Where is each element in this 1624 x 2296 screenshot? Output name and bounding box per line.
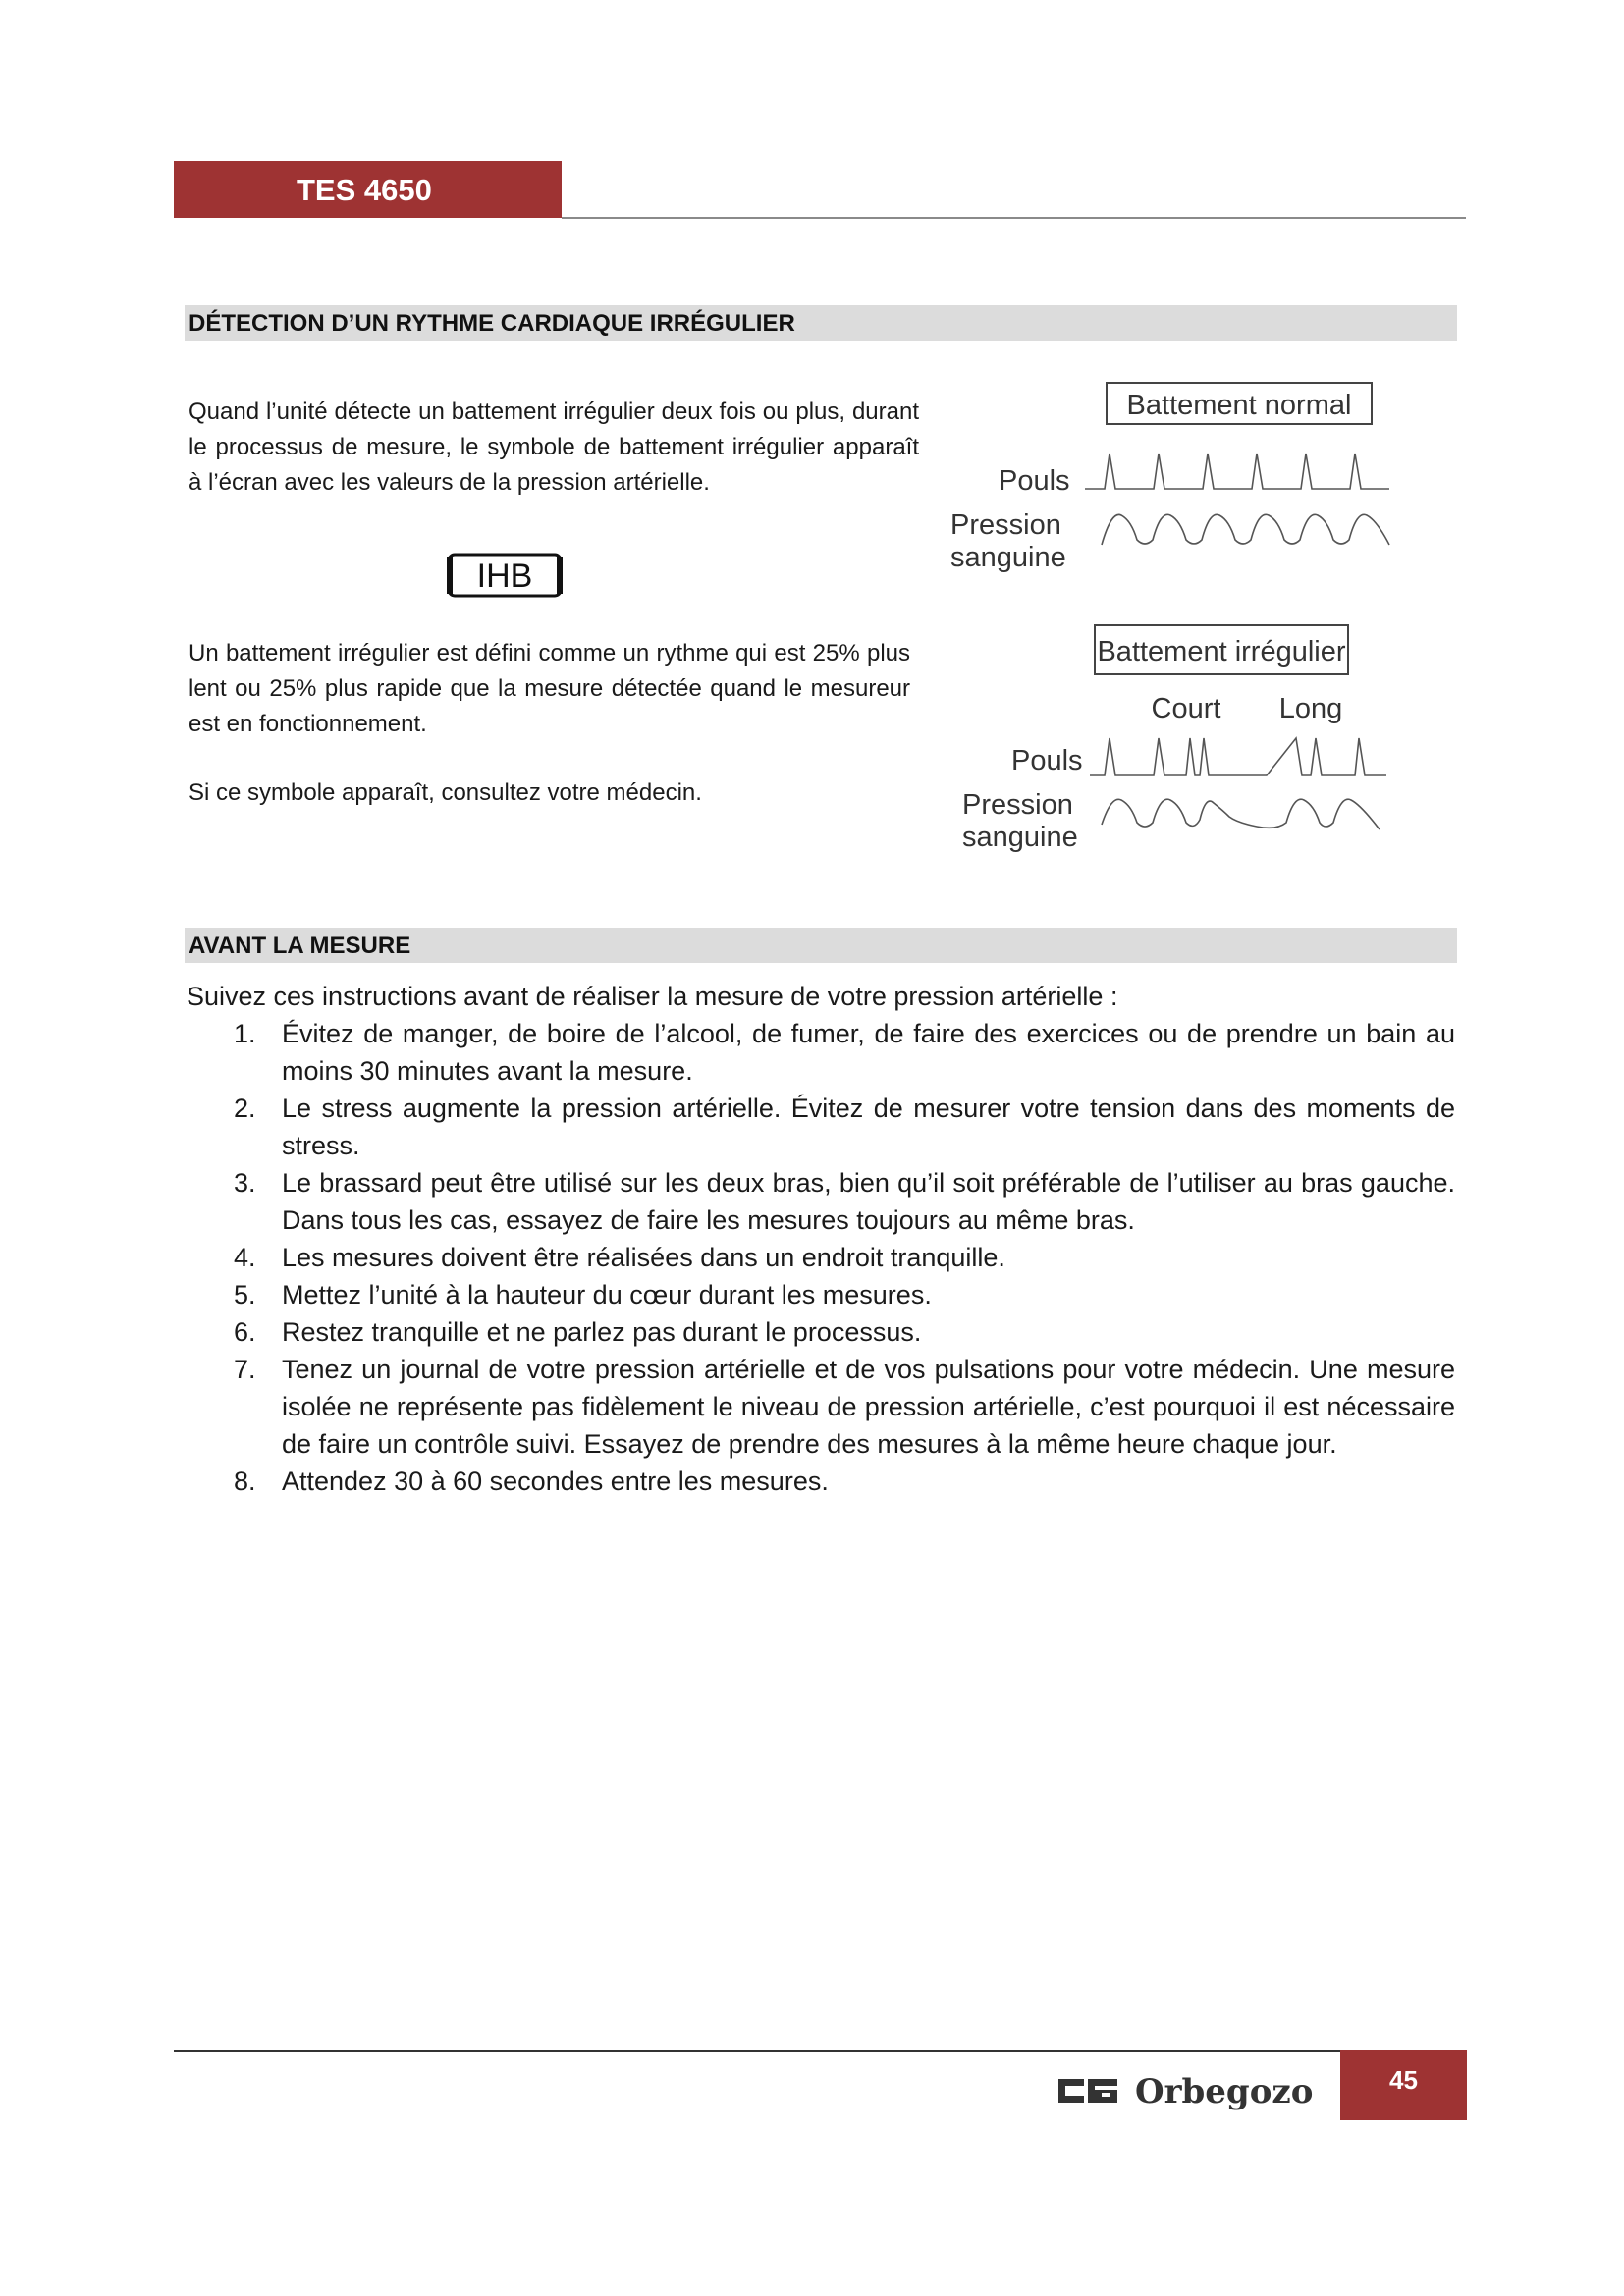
list-item-number: 4.	[234, 1243, 256, 1272]
heartbeat-diagram	[943, 373, 1453, 864]
list-item-text: Évitez de manger, de boire de l’alcool, de fumer, de faire des exercices ou de prendre un bain au moins 30 minutes avant la mesure.	[282, 1019, 1455, 1086]
list-item-text: Tenez un journal de votre pression artérielle et de vos pulsations pour votre médecin. Une mesure isolée ne représente pas fidèlement le niveau de pression artérielle, c’est pourquoi il est nécessaire de faire un contrôle suivi. Essayez de prendre des mesures à la même heure chaque jour.	[282, 1355, 1455, 1459]
list-item-number: 2.	[234, 1094, 256, 1123]
brand-logo	[1058, 2067, 1324, 2112]
list-item-text: Attendez 30 à 60 secondes entre les mesures.	[282, 1467, 829, 1496]
model-title: TES 4650	[297, 173, 432, 207]
irregular-title: Battement irrégulier	[1097, 636, 1346, 667]
pressure-label-normal-1: Pression	[950, 509, 1061, 541]
ihb-symbol	[447, 553, 563, 598]
list-item	[187, 1090, 1455, 1164]
pulse-wave-normal	[1085, 454, 1389, 489]
list-item-text: Restez tranquille et ne parlez pas durant le processus.	[282, 1317, 922, 1347]
page-number-box	[1340, 2050, 1467, 2120]
list-item	[187, 1313, 1455, 1351]
short-label: Court	[1151, 693, 1221, 724]
section-heading-irregular	[185, 305, 1457, 341]
logo-mark-right	[1088, 2079, 1117, 2103]
ihb-symbol-text: IHB	[476, 558, 533, 595]
list-item-number: 6.	[234, 1317, 256, 1347]
instructions-list	[187, 1015, 1455, 1500]
brand-name: Orbegozo	[1135, 2072, 1314, 2111]
list-item-text: Le brassard peut être utilisé sur les deux bras, bien qu’il soit préférable de l’utiliser au bras gauche. Dans tous les cas, essayez de faire les mesures toujours au même bras.	[282, 1168, 1455, 1235]
long-label: Long	[1278, 693, 1343, 724]
section-title: AVANT LA MESURE	[189, 933, 411, 959]
list-item	[187, 1351, 1455, 1463]
footer-rule	[174, 2050, 1340, 2052]
list-item	[187, 1239, 1455, 1276]
list-item	[187, 1463, 1455, 1500]
page-number: 45	[1389, 2065, 1418, 2095]
list-item-number: 8.	[234, 1467, 256, 1496]
instructions-intro: Suivez ces instructions avant de réaliser la mesure de votre pression artérielle :	[187, 982, 1118, 1011]
pulse-label-normal: Pouls	[999, 465, 1070, 497]
pressure-label-irregular-1: Pression	[962, 789, 1073, 821]
header-tab	[174, 161, 562, 218]
list-item-number: 5.	[234, 1280, 256, 1309]
section-heading-before	[185, 928, 1457, 963]
section-title: DÉTECTION D’UN RYTHME CARDIAQUE IRRÉGULIER	[189, 310, 795, 337]
normal-title: Battement normal	[1126, 390, 1352, 421]
list-item	[187, 1164, 1455, 1239]
pressure-label-irregular-2: sanguine	[962, 822, 1078, 853]
list-item	[187, 1276, 1455, 1313]
pulse-label-irregular: Pouls	[1011, 745, 1083, 776]
instructions-block	[187, 978, 1455, 1500]
pulse-wave-irregular	[1090, 738, 1386, 775]
list-item	[187, 1015, 1455, 1090]
paragraph-definition: Un battement irrégulier est défini comme un rythme qui est 25% plus lent ou 25% plus rapide que la mesure détectée quand le mesureur est en fonctionnement.	[189, 640, 910, 737]
list-item-text: Le stress augmente la pression artérielle. Évitez de mesurer votre tension dans des moments de stress.	[282, 1094, 1455, 1160]
list-item-number: 1.	[234, 1019, 256, 1048]
list-item-number: 7.	[234, 1355, 256, 1384]
list-item-number: 3.	[234, 1168, 256, 1198]
paragraph-consult: Si ce symbole apparaît, consultez votre médecin.	[189, 779, 702, 806]
list-item-text: Les mesures doivent être réalisées dans un endroit tranquille.	[282, 1243, 1005, 1272]
pressure-wave-normal	[1102, 514, 1389, 545]
pressure-wave-irregular	[1102, 799, 1380, 829]
paragraph-detection: Quand l’unité détecte un battement irrégulier deux fois ou plus, durant le processus de mesure, le symbole de battement irrégulier apparaît à l’écran avec les valeurs de la pression artérielle.	[189, 399, 919, 496]
list-item-text: Mettez l’unité à la hauteur du cœur durant les mesures.	[282, 1280, 932, 1309]
pressure-label-normal-2: sanguine	[950, 542, 1066, 573]
header-rule	[562, 217, 1466, 219]
